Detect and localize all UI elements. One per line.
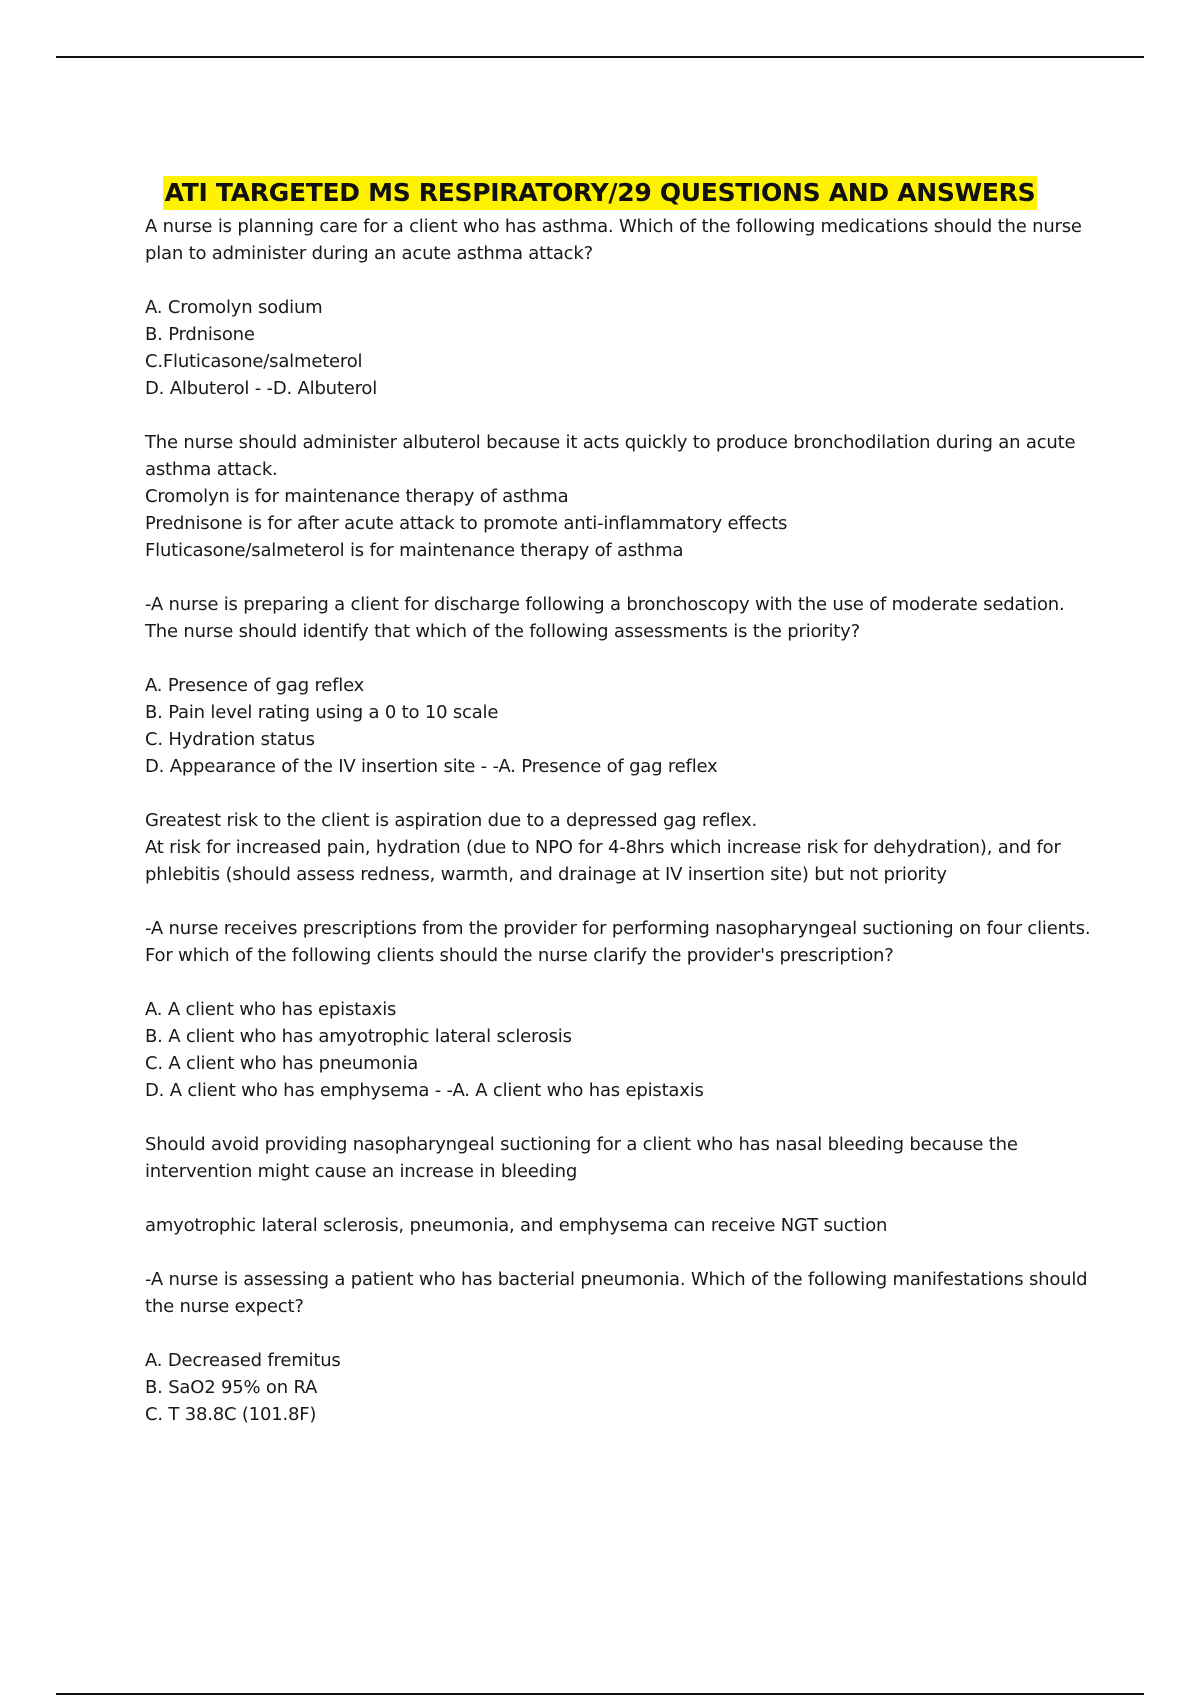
document-body	[145, 213, 1095, 1455]
option-c: C. A client who has pneumonia	[145, 1053, 419, 1074]
option-d-answer: D. Appearance of the IV insertion site - -A. Presence of gag reflex	[145, 756, 718, 777]
question-text: -A nurse receives prescriptions from the provider for performing nasopharyngeal suctioning on four clients. For which of the following clients should the nurse clarify the provider's prescription?	[145, 918, 1091, 966]
rationale-line: Should avoid providing nasopharyngeal suctioning for a client who has nasal bleeding because the intervention might cause an increase in bleeding	[145, 1134, 1018, 1182]
question-1-stem	[145, 213, 1095, 267]
question-2-options	[145, 672, 1095, 780]
option-d-answer: D. Albuterol - -D. Albuterol	[145, 378, 378, 399]
question-2-rationale	[145, 807, 1095, 888]
option-b: B. Pain level rating using a 0 to 10 scale	[145, 702, 499, 723]
option-b: B. A client who has amyotrophic lateral sclerosis	[145, 1026, 572, 1047]
option-d-answer: D. A client who has emphysema - -A. A client who has epistaxis	[145, 1080, 704, 1101]
question-3-note	[145, 1212, 1095, 1239]
option-a: A. Cromolyn sodium	[145, 297, 323, 318]
document-title: ATI TARGETED MS RESPIRATORY/29 QUESTIONS AND ANSWERS	[163, 176, 1038, 210]
rationale-note: amyotrophic lateral sclerosis, pneumonia, and emphysema can receive NGT suction	[145, 1215, 888, 1236]
rationale-line: At risk for increased pain, hydration (due to NPO for 4-8hrs which increase risk for dehydration), and for phlebitis (should assess redness, warmth, and drainage at IV insertion site) but not priority	[145, 837, 1061, 885]
question-2-stem	[145, 591, 1095, 645]
rationale-line: Cromolyn is for maintenance therapy of asthma	[145, 486, 569, 507]
question-text: -A nurse is assessing a patient who has bacterial pneumonia. Which of the following manifestations should the nurse expect?	[145, 1269, 1088, 1317]
option-c: C. T 38.8C (101.8F)	[145, 1404, 317, 1425]
option-a: A. Decreased fremitus	[145, 1350, 341, 1371]
question-4-stem	[145, 1266, 1095, 1320]
question-3-stem	[145, 915, 1095, 969]
title-container	[0, 176, 1200, 210]
option-a: A. Presence of gag reflex	[145, 675, 365, 696]
rationale-line: Fluticasone/salmeterol is for maintenance therapy of asthma	[145, 540, 684, 561]
bottom-rule	[56, 1693, 1144, 1695]
option-a: A. A client who has epistaxis	[145, 999, 397, 1020]
rationale-line: The nurse should administer albuterol because it acts quickly to produce bronchodilation during an acute asthma attack.	[145, 432, 1076, 480]
rationale-line: Prednisone is for after acute attack to promote anti-inflammatory effects	[145, 513, 788, 534]
question-text: -A nurse is preparing a client for discharge following a bronchoscopy with the use of moderate sedation. The nurse should identify that which of the following assessments is the priority?	[145, 594, 1065, 642]
question-1-rationale	[145, 429, 1095, 564]
option-c: C. Hydration status	[145, 729, 315, 750]
question-1-options	[145, 294, 1095, 402]
question-text: A nurse is planning care for a client who has asthma. Which of the following medications should the nurse plan to administer during an acute asthma attack?	[145, 216, 1082, 264]
top-rule	[56, 56, 1144, 58]
question-3-rationale	[145, 1131, 1095, 1185]
option-c: C.Fluticasone/salmeterol	[145, 351, 363, 372]
question-3-options	[145, 996, 1095, 1104]
question-4-options	[145, 1347, 1095, 1428]
option-b: B. Prdnisone	[145, 324, 255, 345]
rationale-line: Greatest risk to the client is aspiration due to a depressed gag reflex.	[145, 810, 757, 831]
option-b: B. SaO2 95% on RA	[145, 1377, 318, 1398]
